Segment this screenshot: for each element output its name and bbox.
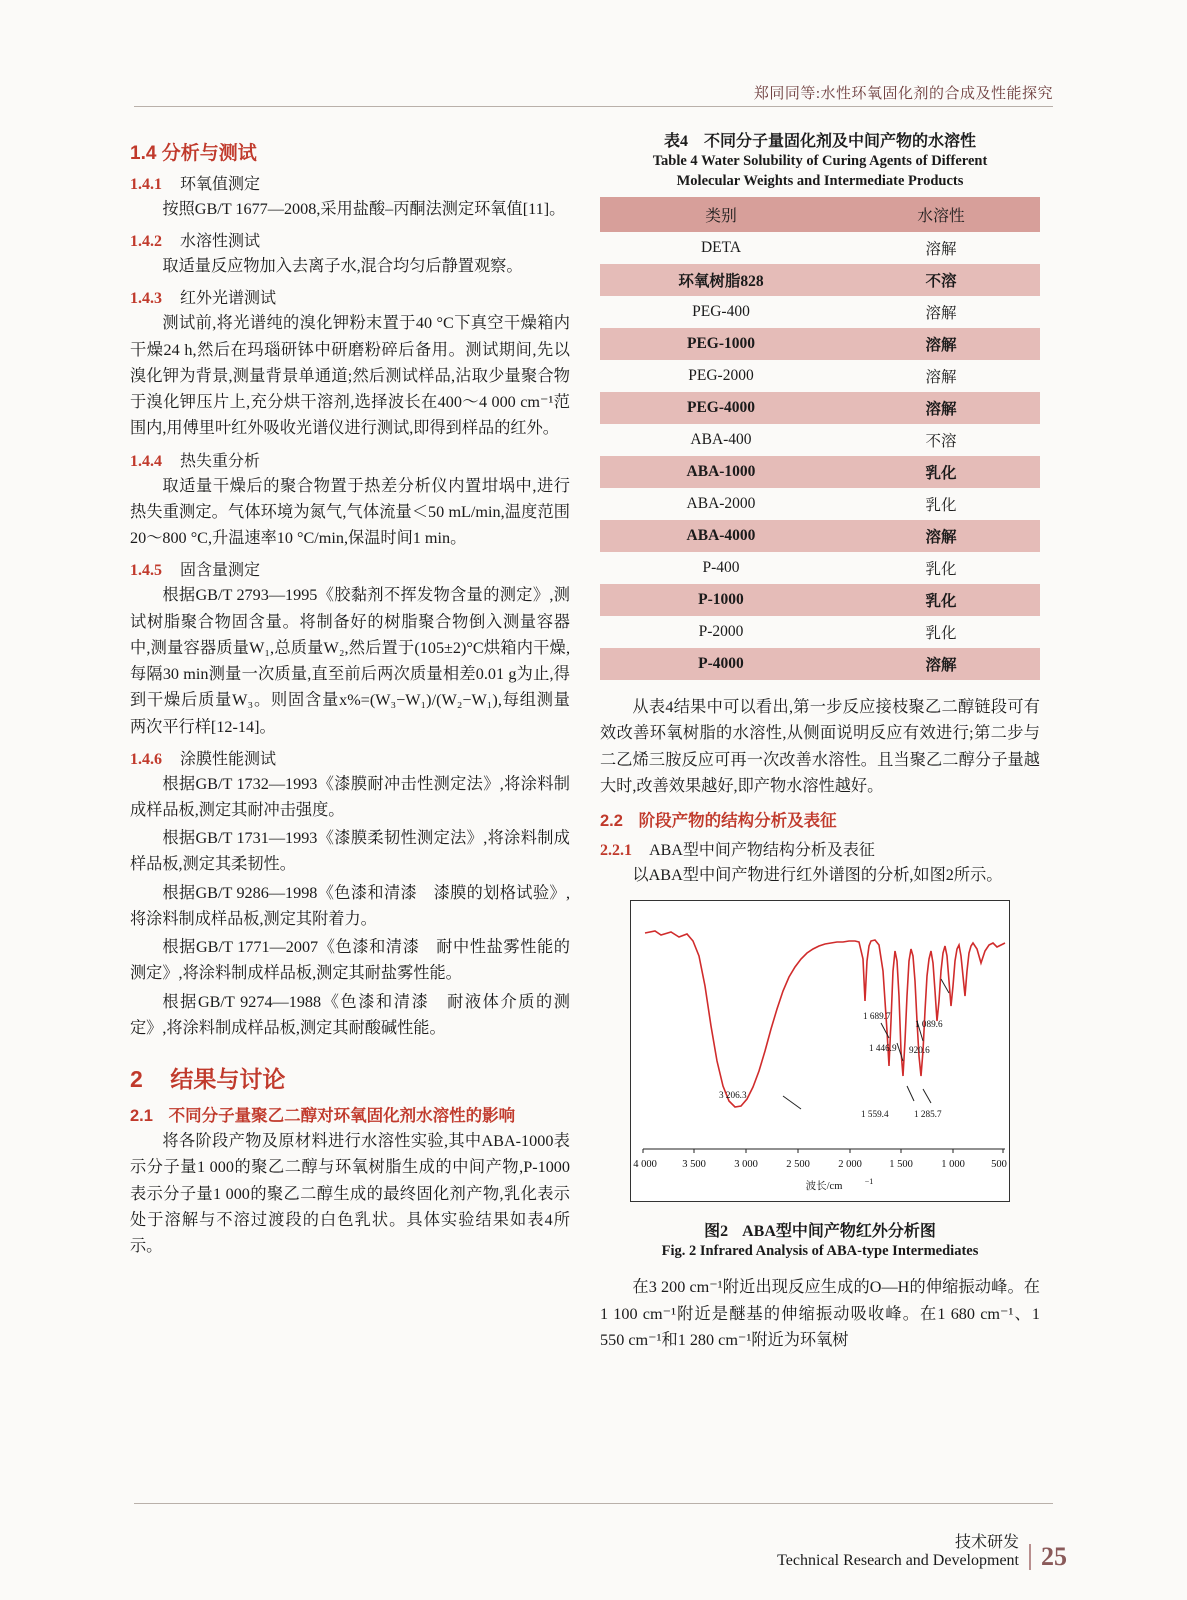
section-number: 1.4	[130, 143, 157, 164]
table-label-cn: 表4	[663, 133, 688, 150]
section-number: 1.4.1	[130, 176, 162, 193]
page-number: 25	[1029, 1544, 1067, 1570]
svg-text:1 500: 1 500	[889, 1159, 913, 1171]
section-heading-1-4-3	[130, 285, 570, 308]
section-title: 水溶性测试	[180, 233, 261, 251]
section-heading-1-4-5	[130, 557, 570, 580]
figure-2	[600, 900, 1040, 1260]
cell-category: ABA-1000	[600, 456, 842, 488]
table-row	[600, 584, 1040, 616]
cell-category: ABA-4000	[600, 520, 842, 552]
section-number: 1.4.3	[130, 290, 162, 308]
cell-category: 环氧树脂828	[600, 264, 842, 296]
figure-caption-cn	[600, 1218, 1040, 1241]
section-title: ABA型中间产物结构分析及表征	[649, 842, 875, 860]
paragraph: 以ABA型中间产物进行红外谱图的分析,如图2所示。	[632, 866, 1003, 885]
section-number: 1.4.2	[130, 233, 162, 251]
cell-category: PEG-2000	[688, 367, 754, 385]
cell-solubility: 乳化	[842, 584, 1040, 616]
figure-plot-area	[630, 900, 1010, 1202]
cell-solubility: 乳化	[842, 456, 1040, 488]
page-footer	[777, 1529, 1067, 1570]
cell-solubility: 不溶	[925, 433, 957, 451]
cell-category: ABA-2000	[686, 495, 756, 513]
cell-solubility: 溶解	[842, 648, 1040, 680]
section-heading-1-4-6	[130, 746, 570, 769]
paragraph: 从表4结果中可以看出,第一步反应接枝聚乙二醇链段可有效改善环氧树脂的水溶性,从侧面说明反应有效进行;第二步与二乙烯三胺反应可再一次改善水溶性。且当聚乙二醇分子量越大时,改善效果越好,即产物水溶性越好。	[600, 698, 1040, 795]
table-row	[600, 424, 1040, 456]
running-header: 郑同同等:水性环氧固化剂的合成及性能探究	[753, 86, 1053, 102]
section-heading-2-1	[130, 1102, 570, 1126]
section-heading-1-4	[130, 138, 570, 165]
table-header-row	[600, 197, 1040, 232]
cell-solubility: 溶解	[842, 520, 1040, 552]
table-row	[600, 616, 1040, 648]
cell-category: P-2000	[698, 623, 744, 641]
paragraph: 根据GB/T 1771—2007《色漆和清漆 耐中性盐雾性能的测定》,将涂料制成样品板,测定其耐盐雾性能。	[130, 938, 570, 983]
figure-title-cn: ABA型中间产物红外分析图	[742, 1223, 936, 1241]
paragraph: 根据GB/T 2793—1995《胶黏剂不挥发物含量的测定》,测试树脂聚合物固含量。将制备好的树脂聚合物倒入测量容器中,测量容器质量W₁,总质量W₂,然后置于(105±2)°C烘箱内干燥,每隔30 min测量一次质量,直至前后两次质量相差0.01 g为止,得到干燥后质量W₃。则固含量x%=(W₃−W₁)/(W₂−W₁),每组测量两次平行样[12-14]。	[130, 586, 570, 736]
svg-text:波长/cm: 波长/cm	[805, 1181, 843, 1193]
solubility-table	[600, 197, 1040, 680]
section-number: 1.4.6	[130, 750, 162, 768]
section-heading-1-4-4	[130, 448, 570, 471]
svg-text:3 000: 3 000	[734, 1159, 758, 1171]
paragraph: 根据GB/T 9274—1988《色漆和清漆 耐液体介质的测定》,将涂料制成样品板,测定其耐酸碱性能。	[130, 992, 570, 1037]
footer-section-en: Technical Research and Development	[777, 1552, 1019, 1569]
section-heading-2-2	[600, 807, 1040, 831]
ir-spectrum-svg	[631, 901, 1007, 1199]
table-row	[600, 392, 1040, 424]
table-row	[600, 456, 1040, 488]
svg-text:1 089.6: 1 089.6	[915, 1019, 943, 1030]
left-column	[130, 128, 570, 1261]
paragraph: 按照GB/T 1677—2008,采用盐酸–丙酮法测定环氧值[11]。	[162, 200, 566, 218]
section-heading-1-4-1	[130, 171, 570, 194]
paragraph: 根据GB/T 1732—1993《漆膜耐冲击性测定法》,将涂料制成样品板,测定其耐冲击强度。	[130, 774, 570, 819]
svg-text:4 000: 4 000	[633, 1159, 657, 1171]
figure-title-en: Infrared Analysis of ABA-type Intermediates	[699, 1243, 979, 1260]
section-heading-2	[130, 1061, 570, 1094]
paragraph: 根据GB/T 1731—1993《漆膜柔韧性测定法》,将涂料制成样品板,测定其柔韧性。	[130, 829, 570, 874]
figure-caption-en	[600, 1243, 1040, 1260]
table-row	[600, 488, 1040, 520]
section-title: 固含量测定	[180, 562, 261, 580]
paragraph: 取适量反应物加入去离子水,混合均匀后静置观察。	[162, 257, 523, 276]
column-header-category: 类别	[600, 197, 842, 232]
paragraph: 将各阶段产物及原材料进行水溶性实验,其中ABA-1000表示分子量1 000的聚乙二醇与环氧树脂生成的中间产物,P-1000表示分子量1 000的聚乙二醇生成的最终固化剂产物,乳化表示处于溶解与不溶过渡段的白色乳状。具体实验结果如表4所示。	[130, 1132, 570, 1256]
svg-text:−1: −1	[864, 1177, 874, 1187]
cell-category: PEG-1000	[600, 328, 842, 360]
svg-text:920.6: 920.6	[909, 1045, 930, 1056]
table-row	[600, 264, 1040, 296]
table-row	[600, 232, 1040, 264]
section-heading-2-2-1	[600, 837, 1040, 860]
section-number: 2.2.1	[600, 842, 632, 860]
cell-solubility: 溶解	[925, 305, 957, 323]
table-row	[600, 296, 1040, 328]
paragraph: 在3 200 cm⁻¹附近出现反应生成的O—H的伸缩振动峰。在1 100 cm⁻¹附近是醚基的伸缩振动吸收峰。在1 680 cm⁻¹、1 550 cm⁻¹和1 280 cm⁻¹附近为环氧树	[600, 1278, 1040, 1349]
svg-text:2 000: 2 000	[838, 1159, 862, 1171]
paragraph: 取适量干燥后的聚合物置于热差分析仪内置坩埚中,进行热失重测定。气体环境为氮气,气体流量＜50 mL/min,温度范围20～800 °C,升温速率10 °C/min,保温时间1 min。	[130, 476, 570, 548]
table-row	[600, 520, 1040, 552]
section-title: 环氧值测定	[180, 176, 261, 193]
cell-solubility: 溶解	[842, 328, 1040, 360]
section-number: 2.1	[130, 1107, 153, 1126]
table-title-cn: 不同分子量固化剂及中间产物的水溶性	[704, 133, 977, 150]
cell-solubility: 溶解	[925, 241, 957, 259]
cell-solubility: 乳化	[925, 561, 957, 579]
svg-text:3 500: 3 500	[682, 1159, 706, 1171]
cell-solubility: 乳化	[925, 497, 957, 515]
table-label-en: Table 4	[652, 153, 698, 169]
figure-label-en: Fig. 2	[661, 1243, 697, 1260]
table-row	[600, 360, 1040, 392]
section-number: 1.4.4	[130, 452, 162, 470]
cell-category: DETA	[700, 239, 742, 257]
header-divider	[134, 106, 1053, 107]
svg-text:1 689.7: 1 689.7	[863, 1011, 891, 1022]
svg-text:2 500: 2 500	[786, 1159, 810, 1171]
svg-text:1 285.7: 1 285.7	[914, 1109, 942, 1120]
table-title-en-1: Water Solubility of Curing Agents of Different	[701, 153, 988, 169]
footer-divider	[134, 1503, 1053, 1504]
column-header-solubility: 水溶性	[842, 197, 1040, 232]
section-title: 分析与测试	[161, 143, 257, 164]
table-caption-cn	[600, 128, 1040, 151]
cell-category: PEG-4000	[600, 392, 842, 424]
section-number: 1.4.5	[130, 562, 162, 580]
cell-category: ABA-400	[690, 431, 752, 449]
paragraph: 测试前,将光谱纯的溴化钾粉末置于40 °C下真空干燥箱内干燥24 h,然后在玛瑙研钵中研磨粉碎后备用。测试期间,先以溴化钾为背景,测量背景单通道;然后测试样品,沾取少量聚合物于溴化钾压片上,充分烘干溶剂,选择波长在400～4 000 cm⁻¹范围内,用傅里叶红外吸收光谱仪进行测试,即得到样品的红外。	[130, 314, 570, 438]
section-title: 红外光谱测试	[180, 290, 277, 308]
table-caption-en	[600, 152, 1040, 191]
section-title: 结果与讨论	[170, 1066, 286, 1093]
cell-solubility: 溶解	[925, 369, 957, 387]
right-column	[600, 128, 1040, 1355]
cell-solubility: 乳化	[925, 625, 957, 643]
footer-text	[777, 1529, 1019, 1570]
section-title: 热失重分析	[180, 452, 261, 470]
svg-text:3 206.3: 3 206.3	[719, 1090, 747, 1101]
cell-solubility: 溶解	[842, 392, 1040, 424]
section-title: 涂膜性能测试	[180, 750, 277, 768]
svg-text:500: 500	[991, 1159, 1007, 1171]
section-number: 2.2	[600, 812, 623, 831]
section-heading-1-4-2	[130, 228, 570, 251]
footer-section-cn: 技术研发	[954, 1534, 1019, 1551]
cell-category: PEG-400	[692, 303, 750, 321]
section-title: 不同分子量聚乙二醇对环氧固化剂水溶性的影响	[168, 1107, 516, 1126]
table-row	[600, 648, 1040, 680]
table-row	[600, 328, 1040, 360]
section-title: 阶段产物的结构分析及表征	[638, 812, 837, 831]
paragraph: 根据GB/T 9286—1998《色漆和清漆 漆膜的划格试验》,将涂料制成样品板,测定其附着力。	[130, 883, 570, 928]
table-title-en-2: Molecular Weights and Intermediate Products	[676, 172, 964, 189]
cell-category: P-400	[702, 559, 740, 577]
cell-solubility: 不溶	[842, 264, 1040, 296]
svg-text:1 446.9: 1 446.9	[869, 1043, 897, 1054]
cell-category: P-1000	[600, 584, 842, 616]
svg-text:1 000: 1 000	[941, 1159, 965, 1171]
figure-label-cn: 图2	[704, 1223, 729, 1241]
section-number: 2	[130, 1066, 143, 1093]
table-row	[600, 552, 1040, 584]
svg-text:1 559.4: 1 559.4	[861, 1109, 889, 1120]
cell-category: P-4000	[600, 648, 842, 680]
